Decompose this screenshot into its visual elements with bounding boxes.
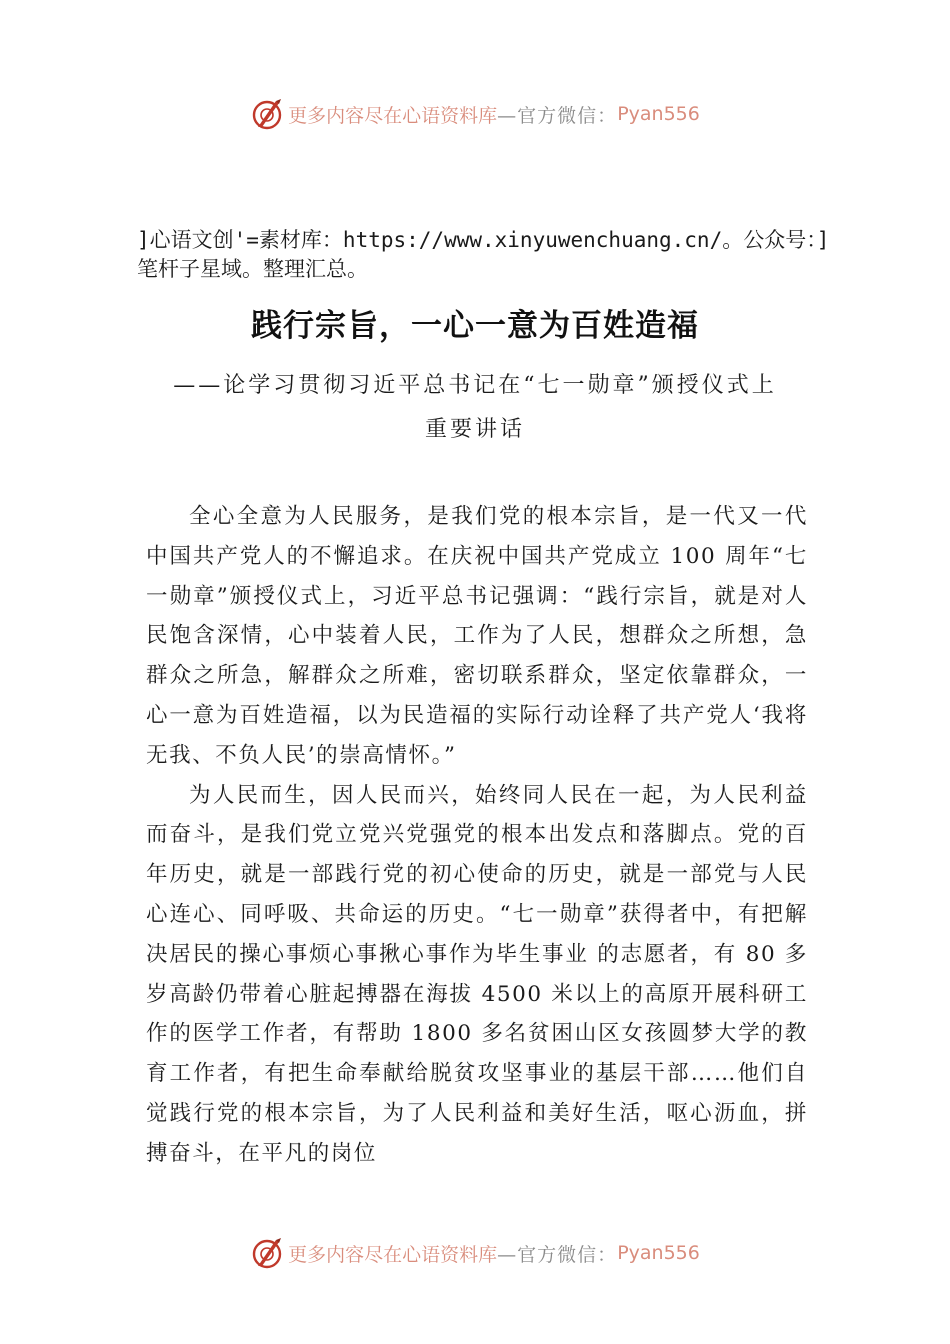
page-title: 践行宗旨，一心一意为百姓造福 bbox=[251, 308, 699, 344]
banner-wechat-label: —官方微信： bbox=[497, 1243, 618, 1266]
banner-text: 更多内容尽在心语资料库 bbox=[288, 1243, 498, 1266]
footer-banner bbox=[0, 1233, 950, 1273]
subtitle-line-1: ——论学习贯彻习近平总书记在“七一勋章”颁授仪式上 bbox=[173, 373, 777, 398]
banner-wechat-id: Pyan556 bbox=[617, 1242, 700, 1264]
paragraph: 全心全意为人民服务，是我们党的根本宗旨，是一代又一代中国共产党人的不懈追求。在庆祝中国共产党成立 100 周年“七一勋章”颁授仪式上，习近平总书记强调：“践行宗旨，就是对人民饱含深情，心中装着人民，工作为了人民，想群众之所想，急群众之所急，解群众之所难，密切联系群众，坚定依靠群众，一心一意为百姓造福，以为民造福的实际行动诠释了共产党人‘我将无我、不负人民’的崇高情怀。” bbox=[146, 504, 808, 768]
paragraph: 为人民而生，因人民而兴，始终同人民在一起，为人民利益而奋斗，是我们党立党兴党强党的根本出发点和落脚点。党的百年历史，就是一部践行党的初心使命的历史，就是一部党与人民心连心、同呼吸、共命运的历史。“七一勋章”获得者中，有把解决居民的操心事烦心事揪心事作为毕生事业 的志愿者，有 80 多岁高龄仍带着心脏起搏器在海拔 4500 米以上的高原开展科研工作的医学工作者，有帮助 1800 多名贫困山区女孩圆梦大学的教育工作者，有把生命奉献给脱贫攻坚事业的基层干部……他们自觉践行党的根本宗旨，为了人民利益和美好生活，呕心沥血，拼搏奋斗，在平凡的岗位 bbox=[146, 782, 808, 1166]
article-body bbox=[146, 497, 808, 1174]
banner-text: 更多内容尽在心语资料库 bbox=[288, 104, 498, 127]
subtitle-line-2: 重要讲话 bbox=[424, 417, 525, 442]
subtitle bbox=[140, 364, 810, 452]
source-line: ]心语文创'=素材库：https://www.xinyuwenchuang.cn/。公众号：]笔杆子星域。整理汇总。 bbox=[137, 228, 830, 281]
quill-logo-icon bbox=[250, 97, 284, 131]
banner-wechat-label: —官方微信： bbox=[497, 104, 618, 127]
banner-wechat-id: Pyan556 bbox=[617, 103, 700, 125]
header-banner bbox=[0, 94, 950, 134]
quill-logo-icon bbox=[250, 1236, 284, 1270]
